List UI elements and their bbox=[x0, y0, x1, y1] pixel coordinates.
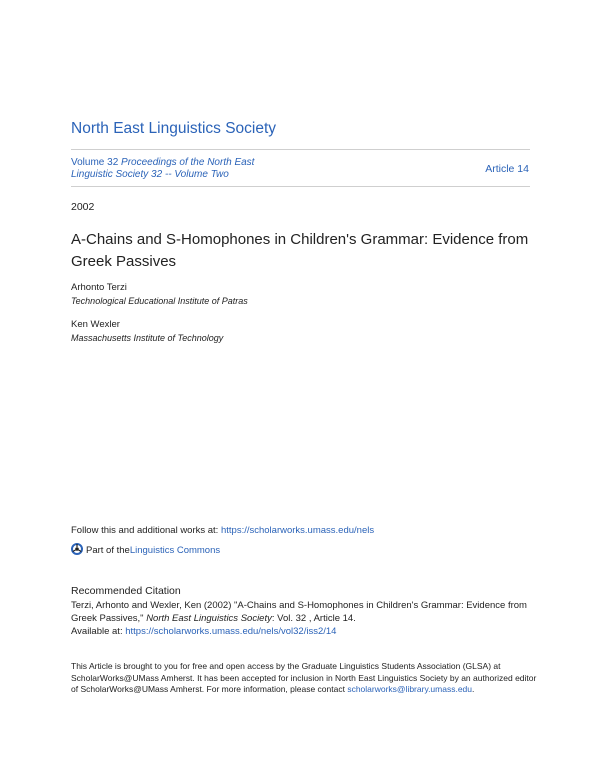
author-name: Ken Wexler bbox=[71, 319, 120, 330]
volume-number: Volume 32 bbox=[71, 157, 119, 168]
notice-end: . bbox=[472, 684, 475, 694]
citation-text bbox=[71, 599, 541, 638]
author-name: Arhonto Terzi bbox=[71, 282, 127, 293]
citation-prefix: Terzi, Arhonto and Wexler, Ken (2002) "A-Chains and S-Homophones in Children's Grammar: Evidence from Greek Passives," bbox=[71, 600, 527, 624]
contact-email-link[interactable]: scholarworks@library.umass.edu bbox=[347, 684, 473, 694]
article-number: Article 14 bbox=[485, 163, 529, 175]
header-top-divider bbox=[71, 149, 530, 150]
commons-prefix: Part of the bbox=[86, 545, 130, 556]
series-title-link[interactable]: North East Linguistics Society bbox=[71, 120, 277, 137]
recommended-citation-heading: Recommended Citation bbox=[71, 585, 181, 597]
header-bottom-divider bbox=[71, 186, 530, 187]
citation-journal: North East Linguistics Society bbox=[146, 613, 272, 624]
publication-year: 2002 bbox=[71, 201, 95, 213]
follow-url-link[interactable]: https://scholarworks.umass.edu/nels bbox=[220, 525, 375, 536]
follow-prefix: Follow this and additional works at: bbox=[71, 525, 221, 536]
follow-line bbox=[71, 525, 374, 536]
linguistics-commons-link[interactable]: Linguistics Commons bbox=[129, 545, 221, 556]
volume-link[interactable] bbox=[71, 157, 281, 181]
network-commons-icon bbox=[71, 543, 86, 558]
article-url-link[interactable]: https://scholarworks.umass.edu/nels/vol32/iss2/14 bbox=[125, 626, 337, 637]
notice-text: This Article is brought to you for free and open access by the Graduate Linguistics Students Association (GLSA) at ScholarWorks@UMass Amherst. It has been accepted for inclusion in North East Linguistics Society by an authorized editor of ScholarWorks@UMass Amherst. For more information, please contact bbox=[71, 661, 537, 694]
commons-line bbox=[71, 543, 220, 558]
author-institution: Technological Educational Institute of Patras bbox=[71, 296, 248, 306]
paper-title: A-Chains and S-Homophones in Children's Grammar: Evidence from Greek Passives bbox=[71, 231, 529, 270]
open-access-notice bbox=[71, 661, 541, 696]
citation-suffix: : Vol. 32 , Article 14. bbox=[271, 613, 356, 624]
author-institution: Massachusetts Institute of Technology bbox=[71, 333, 224, 343]
volume-title: Proceedings of the North East Linguistic Society 32 -- Volume Two bbox=[71, 157, 255, 180]
available-prefix: Available at: bbox=[71, 626, 126, 637]
